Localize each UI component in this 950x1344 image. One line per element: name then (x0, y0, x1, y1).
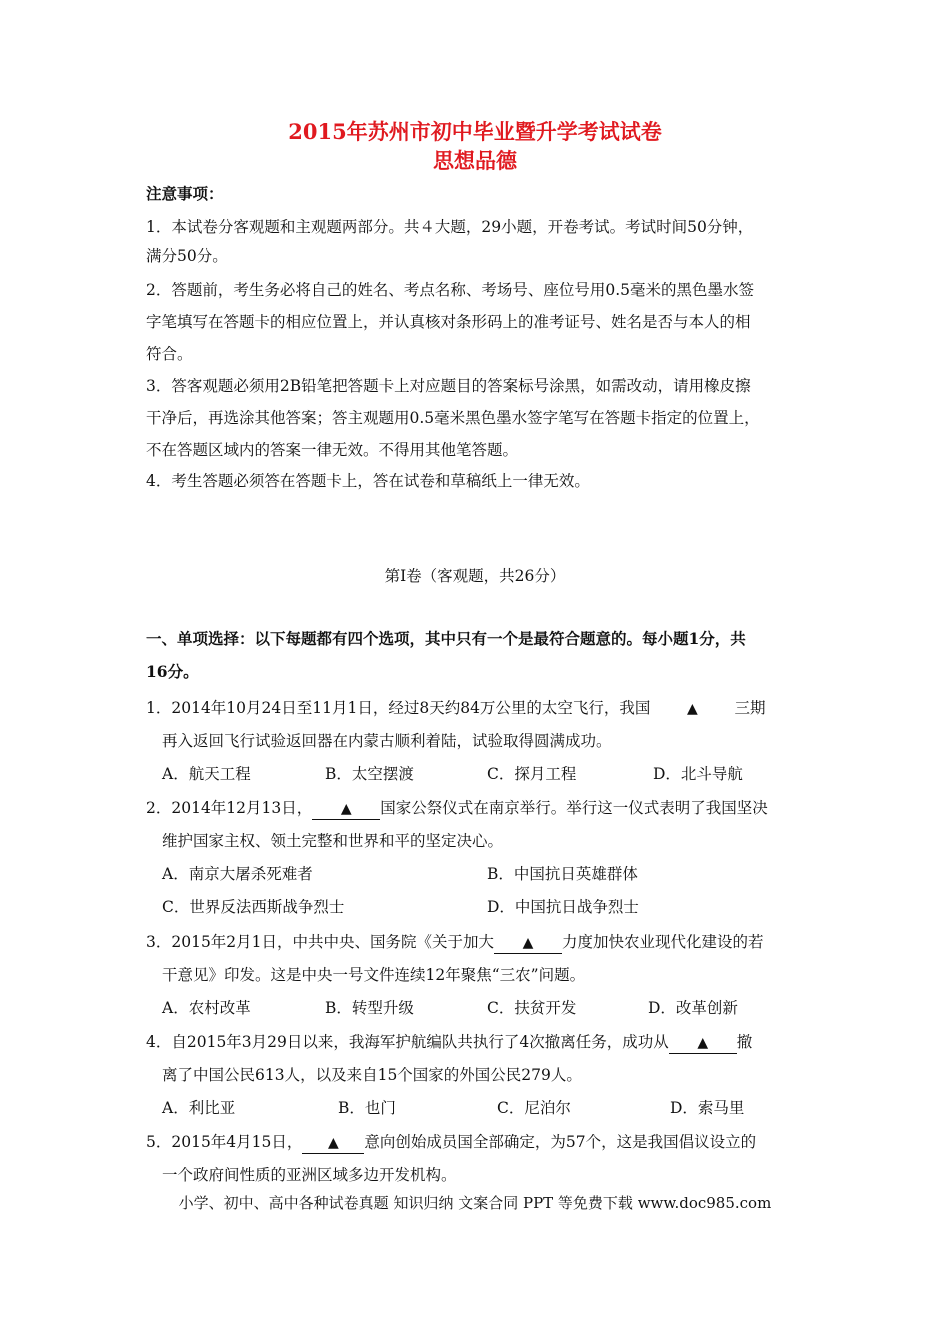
question-2-text-cont: 国家公祭仪式在南京举行。举行这一仪式表明了我国坚决 (380, 799, 768, 817)
option-d: D．索马里 (670, 1099, 745, 1117)
question-3-text-cont: 力度加快农业现代化建设的若 (562, 933, 764, 951)
option-d: D．中国抗日战争烈士 (487, 898, 639, 916)
part-instructions: 一、单项选择：以下每题都有四个选项，其中只有一个是最符合题意的。每小题1分，共 (146, 629, 746, 648)
option-a: A．农村改革 (162, 999, 251, 1017)
notice-line: 3．答客观题必须用2B铅笔把答题卡上对应题目的答案标号涂黑，如需改动，请用橡皮擦 (146, 377, 751, 395)
question-2 (146, 797, 768, 820)
question-1-line2: 再入返回飞行试验返回器在内蒙古顺利着陆，试验取得圆满成功。 (162, 732, 612, 750)
question-5-text: 5．2015年4月15日， (146, 1133, 303, 1151)
blank-triangle: ▲ (494, 934, 562, 954)
question-4-line2: 离了中国公民613人，以及来自15个国家的外国公民279人。 (162, 1066, 582, 1084)
option-a: A．利比亚 (162, 1099, 236, 1117)
blank-triangle: ▲ (302, 1134, 364, 1154)
question-4-text-cont: 撤 (736, 1033, 753, 1051)
option-a: A．南京大屠杀死难者 (162, 865, 313, 883)
option-d: D．北斗导航 (653, 765, 743, 783)
option-b: B．也门 (338, 1099, 396, 1117)
option-d: D．改革创新 (648, 999, 738, 1017)
blank-triangle: ▲ (669, 1034, 737, 1054)
option-c: C．扶贫开发 (487, 999, 577, 1017)
option-b: B．转型升级 (325, 999, 414, 1017)
question-2-line2: 维护国家主权、领土完整和世界和平的坚定决心。 (162, 832, 504, 850)
option-c: C．探月工程 (487, 765, 577, 783)
notice-line: 1．本试卷分客观题和主观题两部分。共４大题，29小题，开卷考试。考试时间50分钟， (146, 218, 754, 236)
question-5 (146, 1131, 756, 1154)
question-5-text-cont: 意向创始成员国全部确定，为57个，这是我国倡议设立的 (364, 1133, 757, 1151)
notice-line: 字笔填写在答题卡的相应位置上，并认真核对条形码上的准考证号、姓名是否与本人的相 (146, 313, 751, 331)
option-c: C．世界反法西斯战争烈士 (162, 898, 345, 916)
notice-line: 满分50分。 (146, 247, 228, 265)
notice-line: 不在答题区域内的答案一律无效。不得用其他笔答题。 (146, 441, 519, 459)
option-b: B．太空摆渡 (325, 765, 414, 783)
notice-line: 干净后，再选涂其他答案；答主观题用0.5毫米黑色墨水签字笔写在答题卡指定的位置上， (146, 409, 760, 427)
question-2-text: 2．2014年12月13日， (146, 799, 313, 817)
notice-line: 4．考生答题必须答在答题卡上，答在试卷和草稿纸上一律无效。 (146, 472, 590, 490)
exam-title: 2015年苏州市初中毕业暨升学考试试卷 (288, 119, 662, 144)
question-1 (146, 697, 765, 720)
notice-line: 2．答题前，考生务必将自己的姓名、考点名称、考场号、座位号用0.5毫米的黑色墨水签 (146, 281, 755, 299)
question-1-text: 1．2014年10月24日至11月1日，经过8天约84万公里的太空飞行，我国 (146, 699, 651, 717)
notice-heading: 注意事项： (146, 184, 224, 203)
option-a: A．航天工程 (162, 765, 251, 783)
question-5-line2: 一个政府间性质的亚洲区域多边开发机构。 (162, 1166, 457, 1184)
blank-triangle: ▲ (312, 800, 380, 820)
question-3-line2: 干意见》印发。这是中央一号文件连续12年聚焦“三农”问题。 (162, 966, 586, 984)
section-title: 第Ⅰ卷（客观题，共26分） (384, 567, 566, 585)
part-instructions-cont: 16分。 (146, 662, 199, 681)
question-1-text-cont: 三期 (734, 699, 766, 717)
question-3 (146, 931, 764, 954)
question-3-text: 3．2015年2月1日，中共中央、国务院《关于加大 (146, 933, 495, 951)
question-4 (146, 1031, 752, 1054)
blank-triangle: ▲ (687, 701, 698, 717)
notice-line: 符合。 (146, 345, 193, 363)
exam-subject: 思想品德 (433, 148, 517, 173)
question-4-text: 4．自2015年3月29日以来，我海军护航编队共执行了4次撤离任务，成功从 (146, 1033, 669, 1051)
footer-text: 小学、初中、高中各种试卷真题 知识归纳 文案合同 PPT 等免费下载 www.doc985.com (178, 1194, 772, 1212)
option-b: B．中国抗日英雄群体 (487, 865, 638, 883)
option-c: C．尼泊尔 (497, 1099, 571, 1117)
